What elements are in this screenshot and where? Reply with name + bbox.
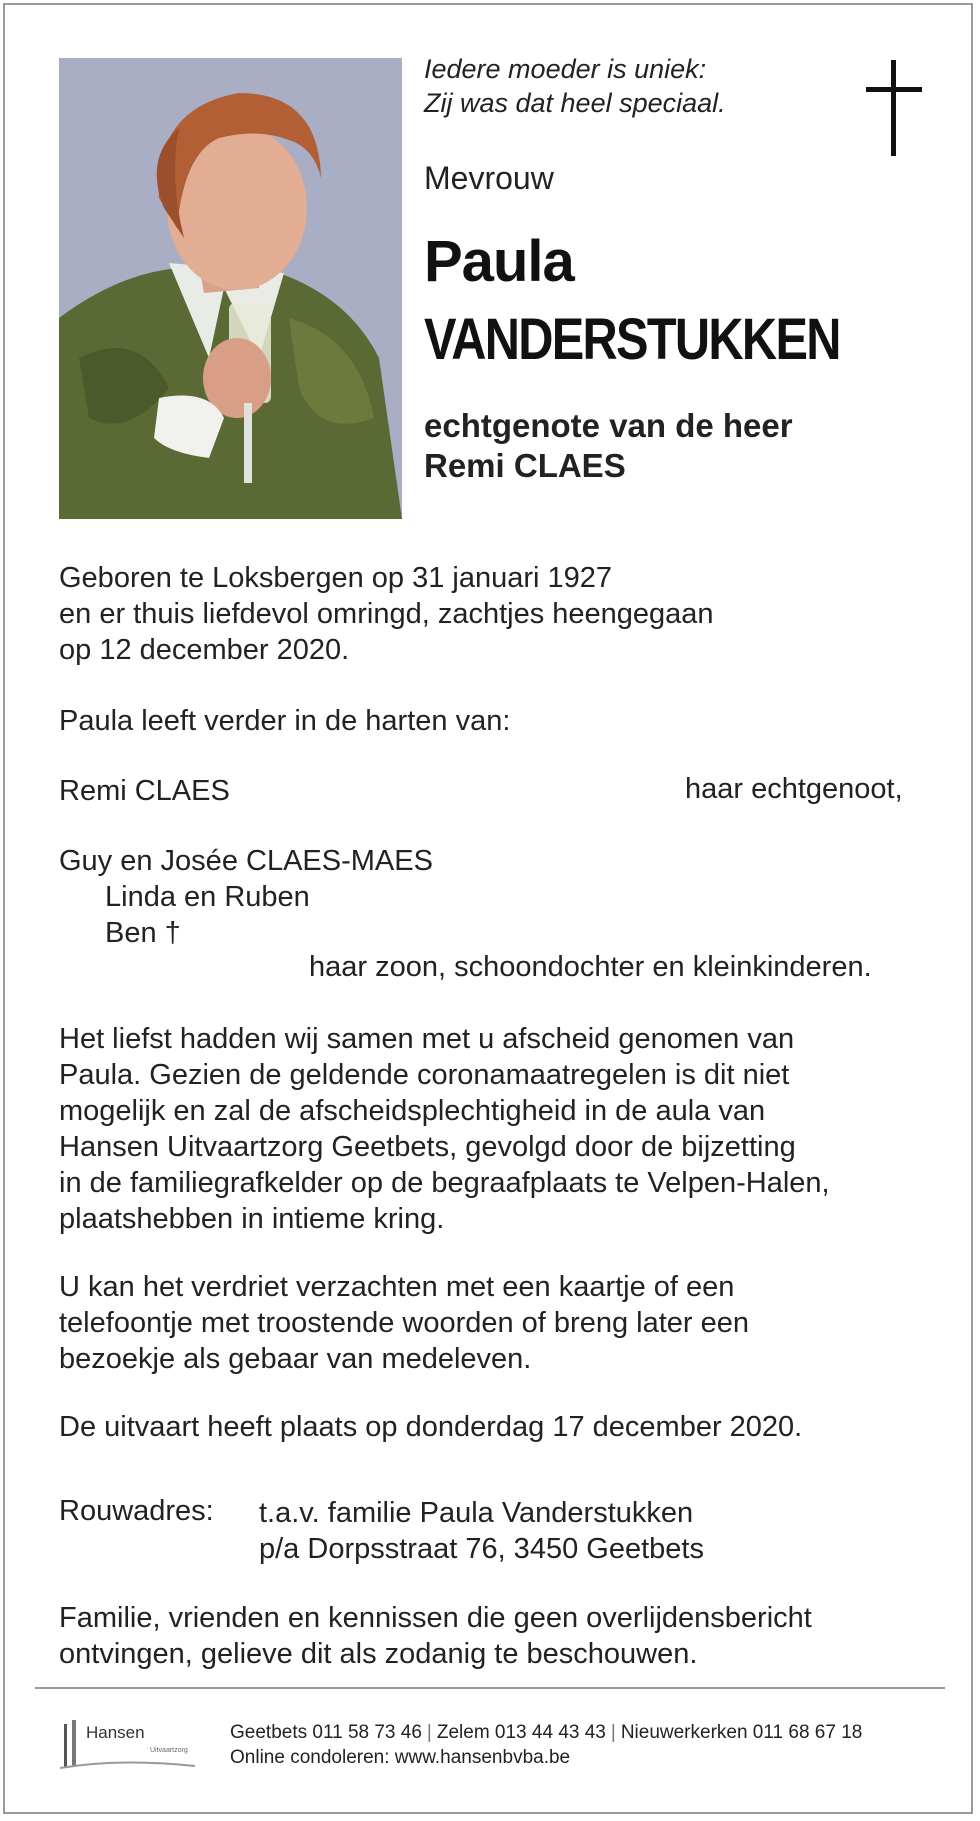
footer-contact xyxy=(230,1720,862,1770)
spouse-info xyxy=(424,406,793,486)
address-lines xyxy=(259,1495,704,1567)
text-line: Het liefst hadden wij samen met u afscheid genomen van xyxy=(59,1023,795,1055)
text-line: bezoekje als gebaar van medeleven. xyxy=(59,1343,532,1375)
spouse-line-2: Remi CLAES xyxy=(424,447,626,484)
portrait-photo xyxy=(59,58,402,519)
footer-phones: Geetbets 011 58 73 46 | Zelem 013 44 43 43 | Nieuwerkerken 011 68 67 18 xyxy=(230,1722,863,1743)
text-line: in de familiegrafkelder op de begraafplaats te Velpen-Halen, xyxy=(59,1167,830,1199)
text-line: Geboren te Loksbergen op 31 januari 1927 xyxy=(59,562,613,594)
birth-death-paragraph xyxy=(59,560,939,668)
online-condolence-link[interactable]: Online condoleren: www.hansenbvba.be xyxy=(230,1747,571,1768)
cross-icon xyxy=(866,60,922,161)
deceased-last-name: VANDERSTUKKEN xyxy=(424,307,840,372)
phone-geetbets: Geetbets 011 58 73 46 xyxy=(230,1722,422,1743)
phone-nieuwerkerken: Nieuwerkerken 011 68 67 18 xyxy=(620,1722,863,1743)
funeral-date: De uitvaart heeft plaats op donderdag 17 december 2020. xyxy=(59,1411,803,1443)
address-line: t.a.v. familie Paula Vanderstukken xyxy=(259,1497,694,1529)
logo-name: Hansen xyxy=(86,1723,145,1742)
notice-paragraph xyxy=(59,1600,939,1672)
text-line: ontvingen, gelieve dit als zodanig te beschouwen. xyxy=(59,1638,698,1670)
deceased-first-name: Paula xyxy=(424,229,574,294)
text-line: telefoontje met troostende woorden of breng later een xyxy=(59,1307,750,1339)
text-line: mogelijk en zal de afscheidsplechtigheid in de aula van xyxy=(59,1095,766,1127)
son-couple: Guy en Josée CLAES-MAES xyxy=(59,845,433,877)
text-line: op 12 december 2020. xyxy=(59,634,350,666)
text-line: U kan het verdriet verzachten met een kaartje of een xyxy=(59,1271,735,1303)
memorial-quote xyxy=(424,52,824,120)
quote-line-1: Iedere moeder is uniek: xyxy=(424,54,707,84)
grandchild-line: Ben † xyxy=(105,917,181,949)
grandchild-line: Linda en Ruben xyxy=(105,881,310,913)
text-line: en er thuis liefdevol omringd, zachtjes heengegaan xyxy=(59,598,714,630)
survived-intro: Paula leeft verder in de harten van: xyxy=(59,705,511,737)
footer-divider xyxy=(35,1687,945,1689)
farewell-paragraph xyxy=(59,1021,939,1237)
address-label: Rouwadres: xyxy=(59,1495,214,1527)
husband-relation: haar echtgenoot, xyxy=(685,773,903,805)
son-family xyxy=(59,843,939,951)
text-line: Hansen Uitvaartzorg Geetbets, gevolgd door de bijzetting xyxy=(59,1131,796,1163)
logo-subtitle: Uitvaartzorg xyxy=(150,1747,188,1754)
husband-name: Remi CLAES xyxy=(59,775,230,807)
text-line: Familie, vrienden en kennissen die geen overlijdensbericht xyxy=(59,1602,812,1634)
address-line: p/a Dorpsstraat 76, 3450 Geetbets xyxy=(259,1533,704,1565)
phone-zelem: Zelem 013 44 43 43 xyxy=(436,1722,606,1743)
text-line: plaatshebben in intieme kring. xyxy=(59,1203,445,1235)
comfort-paragraph xyxy=(59,1269,939,1377)
spouse-line-1: echtgenote van de heer xyxy=(424,407,793,444)
quote-line-2: Zij was dat heel speciaal. xyxy=(424,88,726,118)
text-line: Paula. Gezien de geldende coronamaatregelen is dit niet xyxy=(59,1059,790,1091)
son-relation: haar zoon, schoondochter en kleinkinderen. xyxy=(309,951,872,983)
honorific: Mevrouw xyxy=(424,160,554,196)
